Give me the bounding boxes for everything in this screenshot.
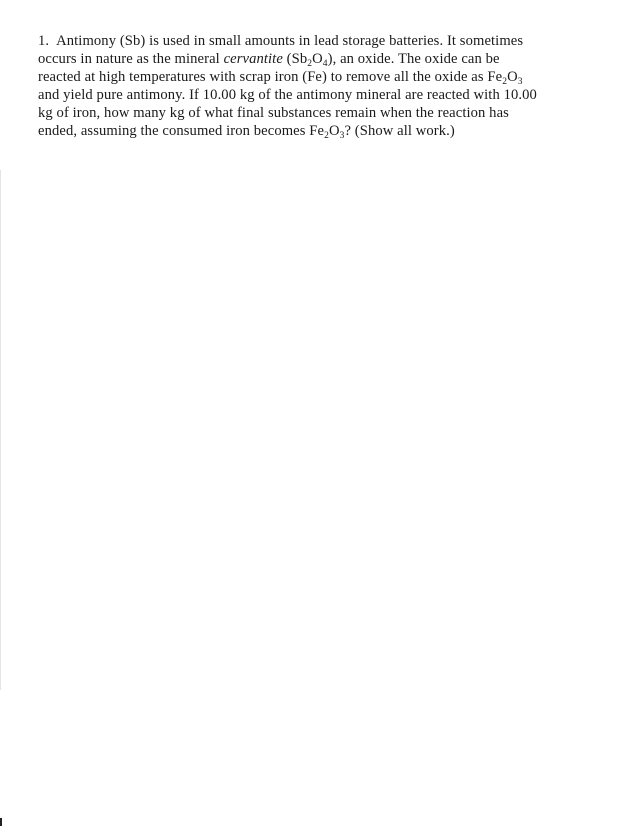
question-text-segment: Antimony (Sb) is used in small amounts in lead storage batteries. It sometimes (56, 33, 524, 49)
question-text-segment: O (328, 123, 340, 139)
subscript: 3 (339, 131, 345, 141)
question-text-segment: occurs in nature as the mineral (38, 51, 224, 67)
question-line-5: kg of iron, how many kg of what final substances remain when the reaction has (38, 105, 509, 121)
subscript: 2 (324, 131, 329, 141)
question-1 (38, 32, 610, 140)
subscript: 2 (307, 59, 313, 69)
question-line-3 (38, 68, 610, 86)
question-text-segment: reacted at high temperatures with scrap iron (Fe) to remove all the oxide as Fe (38, 69, 503, 85)
question-text-segment: ? (Show all work.) (344, 123, 455, 139)
scan-edge-shading (0, 170, 1, 690)
mineral-name: cervantite (223, 51, 283, 67)
question-text-segment: ), an oxide. The oxide can be (327, 51, 500, 67)
question-line-6 (38, 122, 610, 140)
question-line-2 (38, 50, 610, 68)
question-number: 1. (38, 33, 50, 49)
question-text-segment: O (507, 69, 518, 85)
question-line-4: and yield pure antimony. If 10.00 kg of the antimony mineral are reacted with 10.00 (38, 87, 537, 103)
subscript: 3 (517, 77, 523, 87)
question-text-segment: ended, assuming the consumed iron becomes Fe (38, 123, 325, 139)
subscript: 2 (502, 77, 508, 87)
question-text-segment: (Sb (282, 51, 308, 67)
subscript: 4 (322, 59, 328, 69)
question-text-segment: O (312, 51, 323, 67)
question-line-1 (38, 32, 610, 50)
scan-edge-mark (0, 818, 2, 826)
